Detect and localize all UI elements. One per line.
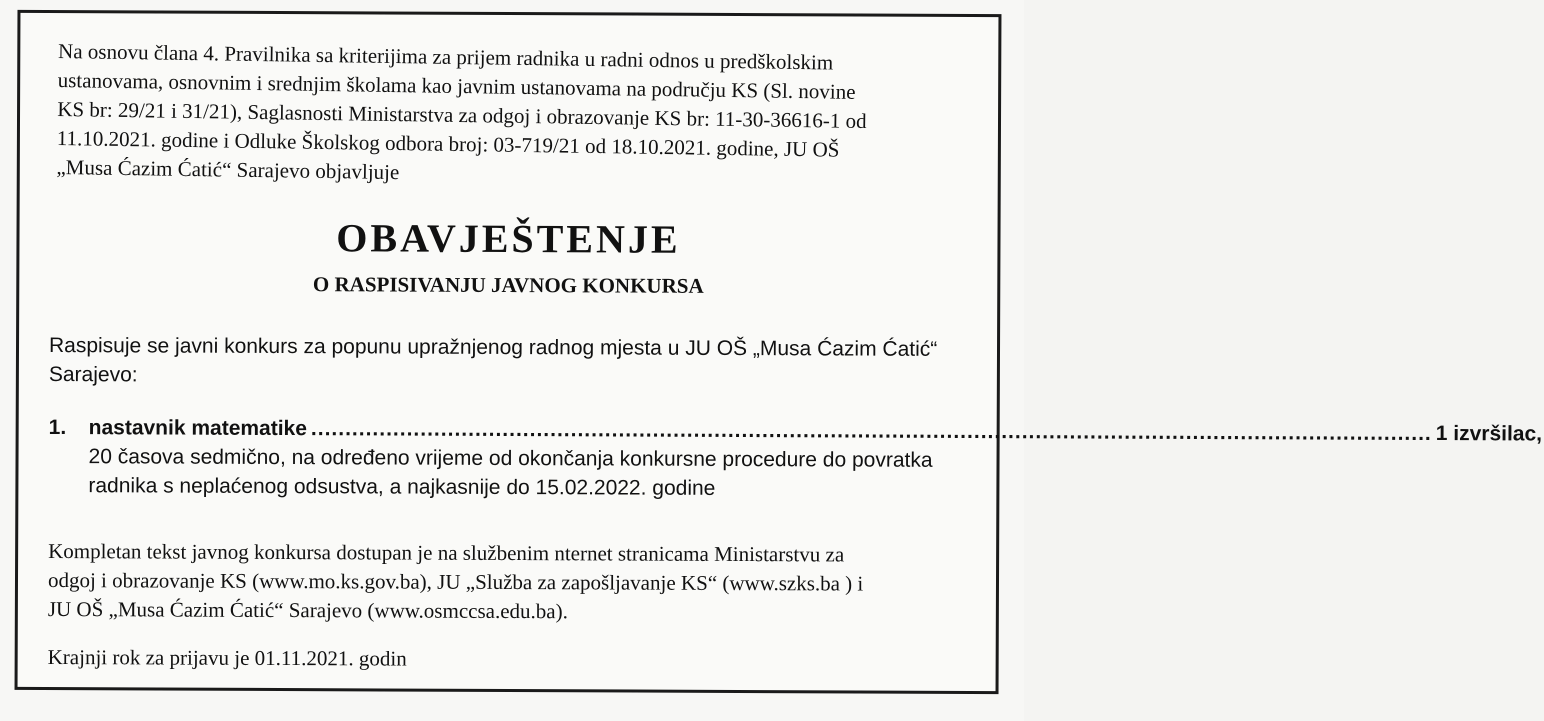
position-details	[88, 442, 988, 504]
notice-title: OBAVJEŠTENJE	[336, 215, 681, 262]
position-count: 1 izvršilac,	[1435, 422, 1543, 446]
availability-line: JU OŠ „Musa Ćazim Ćatić“ Sarajevo (www.osmccsa.edu.ba).	[47, 596, 568, 624]
intro-line: ustanovama, osnovnim i srednjim školama kao javnim ustanovama na području KS (Sl. novine	[57, 68, 856, 104]
position-title: nastavnik matematike	[88, 416, 307, 441]
availability-line: odgoj i obrazovanje KS (www.mo.ks.gov.ba), JU „Služba za zapošljavanje KS“ (www.szks.ba ) i	[47, 567, 864, 596]
notice-subtitle: O RASPISIVANJU JAVNOG KONKURSA	[312, 272, 704, 298]
intro-line: KS br: 29/21 i 31/21), Saglasnosti Ministarstva za odgoj i obrazovanje KS br: 11-30-36616-1 od	[57, 97, 867, 134]
announcement-line: Sarajevo:	[48, 362, 138, 387]
position-detail-line: radnika s neplaćenog odsustva, a najkasnije do 15.02.2022. godine	[88, 474, 716, 500]
position-number: 1.	[48, 415, 67, 440]
announcement-line: Raspisuje se javni konkurs za popunu upražnjenog radnog mjesta u JU OŠ „Musa Ćazim Ćatić“	[48, 333, 938, 361]
dot-leader: ....................................................................................................................................................................	[310, 417, 1432, 446]
intro-line: Na osnovu člana 4. Pravilnika sa kriterijima za prijem radnika u radni odnos u predškolskim	[57, 39, 834, 75]
availability-line: Kompletan tekst javnog konkursa dostupan je na službenim nternet stranicama Ministarstvu za	[48, 538, 845, 567]
position-header-row	[48, 413, 1543, 446]
intro-line: „Musa Ćazim Ćatić“ Sarajevo objavljuje	[56, 155, 400, 185]
intro-paragraph	[56, 37, 988, 196]
notice-frame	[15, 10, 1543, 694]
intro-line: 11.10.2021. godine i Odluke Školskog odbora broj: 03-719/21 od 18.10.2021. godine, JU OŠ	[56, 126, 840, 162]
position-detail-line: 20 časova sedmično, na određeno vrijeme od okončanja konkursne procedure do povratka	[88, 445, 933, 472]
availability-paragraph	[48, 537, 998, 628]
deadline-text: Krajnji rok za prijavu je 01.11.2021. godin	[47, 644, 407, 671]
position-list-item	[48, 413, 1543, 504]
announcement-paragraph	[49, 331, 979, 393]
